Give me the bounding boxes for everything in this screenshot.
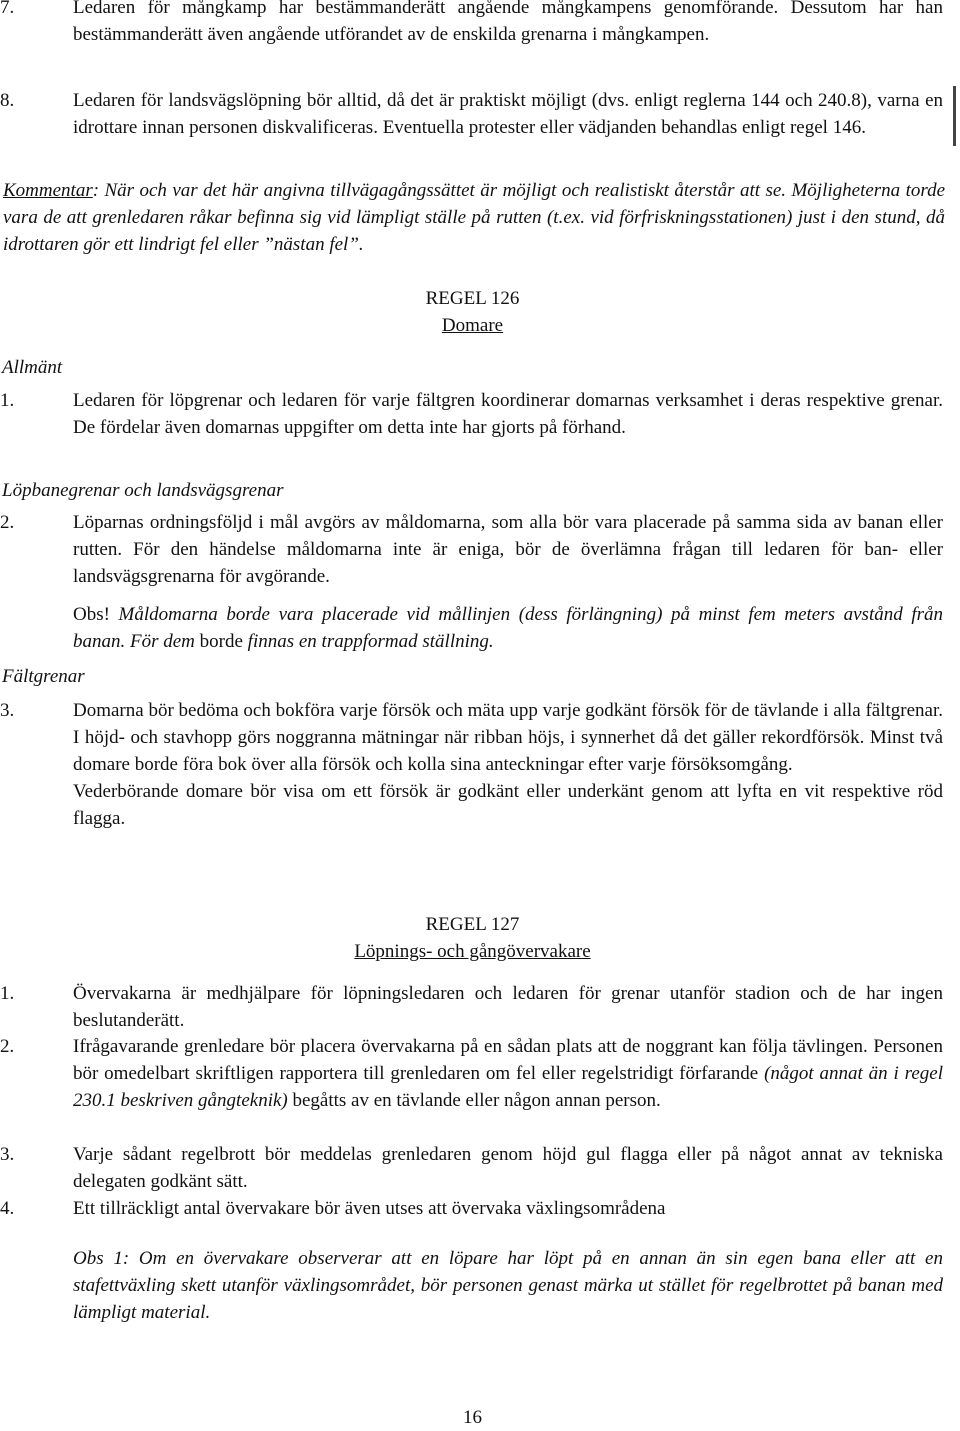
item-number: 1. [0, 983, 15, 1004]
rule-number: REGEL 127 [425, 914, 520, 935]
list-item [0, 387, 943, 441]
item-text: Övervakarna är medhjälpare för löpningsledaren och ledaren för grenar utanför stadion och de har ingen beslutanderätt. [73, 983, 943, 1031]
list-item [0, 509, 943, 590]
item-text: Domarna bör bedöma och bokföra varje försök och mäta upp varje godkänt försök för de tävlande i alla fältgrenar. I höjd- och stavhopp görs noggranna mätningar när ribban höjs, i synnerhet då det gäller rekordförsök. Minst två domare borde föra bok över alla försök och kolla sina anteckningar efter varje försöksomgång. [73, 700, 943, 775]
comment-paragraph [3, 177, 945, 258]
rule-title-wrap [0, 938, 945, 965]
item-text: Varje sådant regelbrott bör meddelas grenledaren genom höjd gul flagga eller på något annat av tekniska delegaten godkänt sätt. [73, 1144, 943, 1192]
list-item [0, 697, 943, 832]
item-text: Ledaren för mångkamp har bestämmanderätt angående mångkampens genomförande. Dessutom har han bestämmanderätt även angående utförandet av de enskilda grenarna i mångkampen. [73, 0, 943, 45]
item-text: Vederbörande domare bör visa om ett försök är godkänt eller underkänt genom att lyfta en vit respektive röd flagga. [73, 781, 943, 829]
item-text: Löparnas ordningsföljd i mål avgörs av måldomarna, som alla bör vara placerade på samma sida av banan eller rutten. För den händelse måldomarna inte är eniga, bör de överlämna frågan till ledaren för ban- eller landsvägsgrenarna för avgörande. [73, 512, 943, 587]
item-number: 3. [0, 1144, 15, 1165]
list-item [0, 1195, 943, 1222]
obs-note [0, 1245, 943, 1326]
item-text: Ett tillräckligt antal övervakare bör även utses att övervaka växlingsområdena [73, 1198, 666, 1219]
section-heading: Allmänt [2, 357, 63, 378]
item-number: 3. [0, 700, 15, 721]
obs-text: finnas en trappformad ställning. [242, 631, 494, 652]
obs-note [0, 601, 943, 655]
page-number: 16 [463, 1407, 482, 1428]
list-item [0, 980, 943, 1034]
obs-text: borde [194, 631, 243, 652]
rule-title-wrap [0, 312, 945, 339]
item-number: 7. [0, 0, 15, 18]
item-text: Ledaren för löpgrenar och ledaren för varje fältgren koordinerar domarnas verksamhet i deras respektive grenar. De fördelar även domarnas uppgifter om detta inte har gjorts på förhand. [73, 390, 943, 438]
item-number: 1. [0, 390, 15, 411]
list-item [0, 0, 943, 48]
item-text-italic: (något annat än i regel 230.1 beskriven gångteknik) [73, 1063, 943, 1111]
item-text: Ledaren för landsvägslöpning bör alltid, då det är praktiskt möjligt (dvs. enligt reglerna 144 och 240.8), varna en idrottare innan personen diskvalificeras. Eventuella protester eller vädjanden behandlas enligt regel 146. [73, 90, 943, 138]
list-item [0, 1033, 943, 1114]
comment-text: : När och var det här angivna tillvägagångssättet är möjligt och realistiskt återstår att se. Möjligheterna torde vara de att grenledaren råkar befinna sig vid lämpligt ställe på rutten (t.ex. vid förfriskningsstationen) just i den stund, då idrottaren gör ett lindrigt fel eller ”nästan fel”. [3, 180, 945, 255]
item-number: 8. [0, 90, 15, 111]
margin-change-bar [953, 86, 956, 146]
rule-title: Domare [441, 315, 504, 336]
obs-text: För dem [125, 631, 195, 652]
obs-text: Obs 1: Om en övervakare observerar att en löpare har löpt på en annan än sin egen bana eller att en stafettväxling skett utanför växlingsområdet, bör personen genast märka ut stället för regelbrottet på banan med lämpligt material. [73, 1248, 943, 1323]
section-heading: Löpbanegrenar och landsvägsgrenar [2, 480, 284, 501]
obs-text: Måldomarna borde vara placerade vid mållinjen (dess förlängning) på minst fem meters avstånd från banan. [73, 604, 943, 652]
item-text: Ifrågavarande grenledare bör placera övervakarna på en sådan plats att de noggrant kan följa tävlingen. Personen bör omedelbart skriftligen rapportera till grenledaren om fel eller regelstridigt förfarande [73, 1036, 943, 1084]
item-number: 2. [0, 512, 15, 533]
obs-label: Obs! [73, 604, 110, 625]
item-text: begåtts av en tävlande eller någon annan person. [287, 1090, 661, 1111]
item-number: 2. [0, 1036, 15, 1057]
rule-number: REGEL 126 [425, 288, 520, 309]
item-number: 4. [0, 1198, 15, 1219]
section-heading: Fältgrenar [2, 666, 85, 687]
list-item [0, 1141, 943, 1195]
rule-title: Löpnings- och gångövervakare [354, 941, 591, 962]
comment-label: Kommentar [3, 180, 93, 201]
list-item [0, 87, 943, 141]
